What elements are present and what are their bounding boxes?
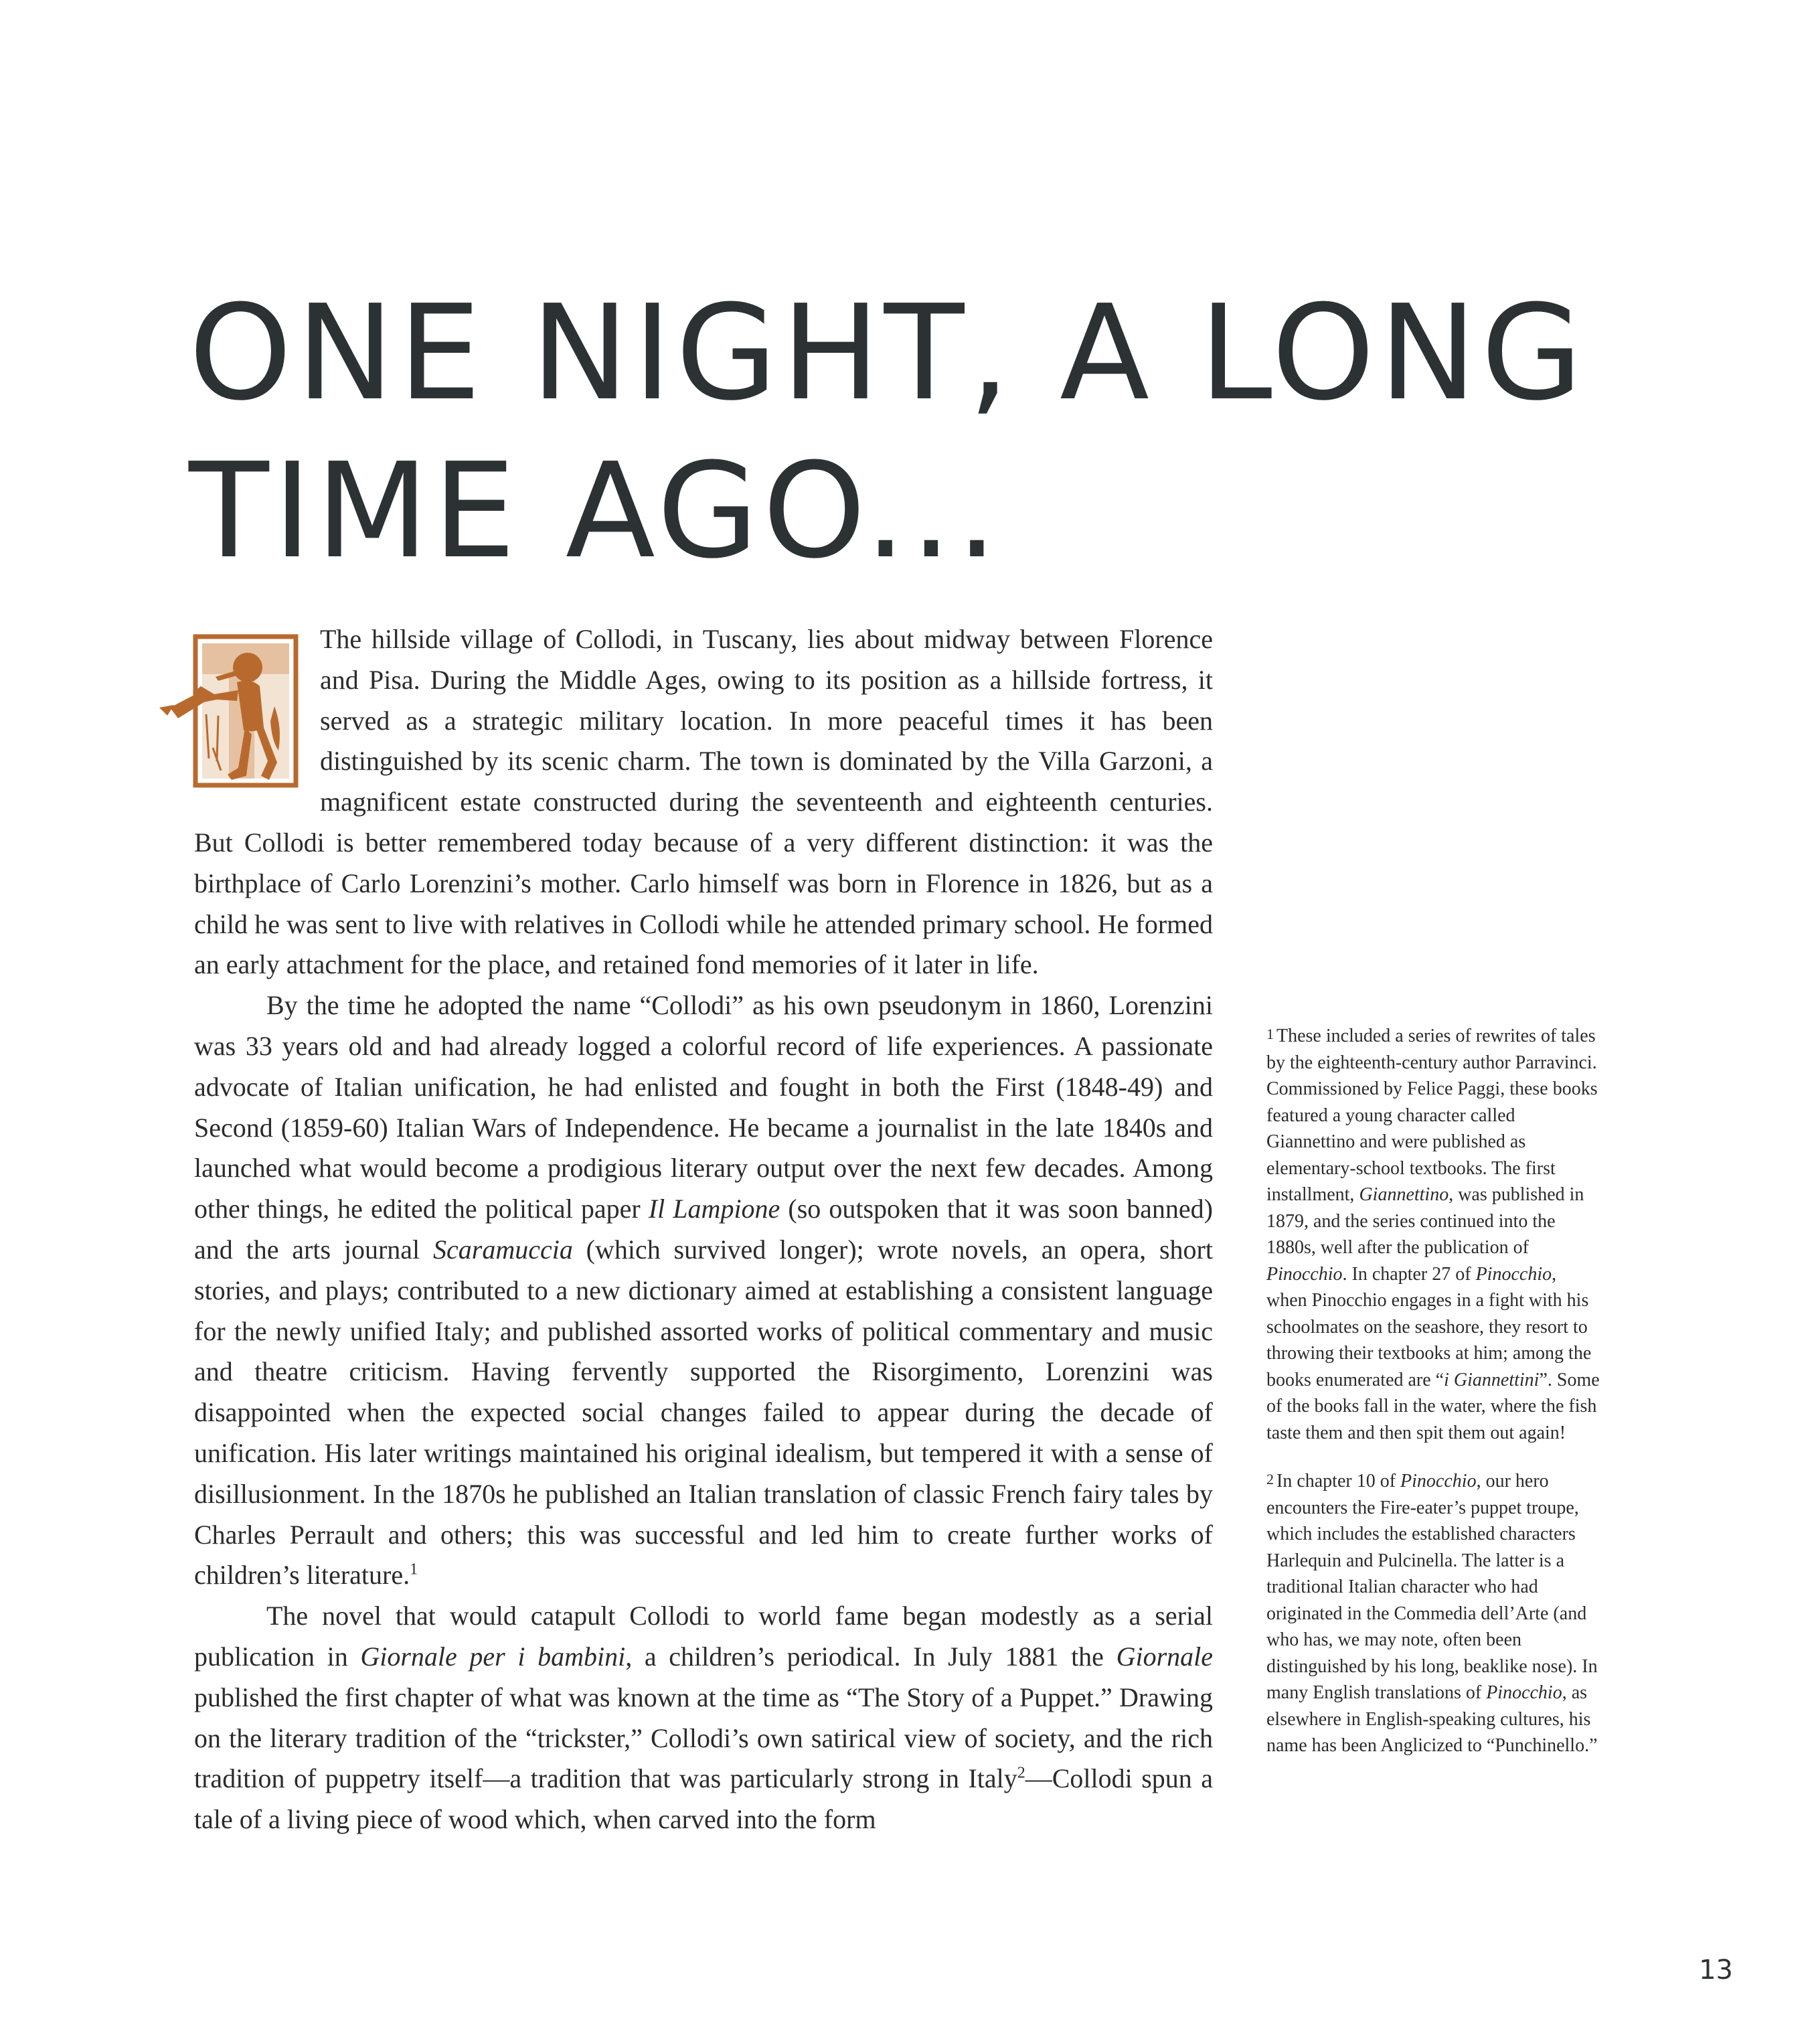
paragraph-2: By the time he adopted the name “Collodi” as his own pseudonym in 1860, Lorenzini was 33 years old and had already logged a colorful record of life experiences. A passionate advocate of Italian unification, he had enlisted and fought in both the First (1848-49) and Second (1859-60) Italian Wars of Independence. He became a journalist in the late 1840s and launched what would become a prodigious literary output over the next few decades. Among other things, he edited the political paper Il Lampione (so outspoken that it was soon banned) and the arts journal Scaramuccia (which survived longer); wrote novels, an opera, short stories, and plays; contributed to a new dictionary aimed at establishing a consistent language for the newly unified Italy; and published assorted works of political commentary and music and theatre criticism. Having fervently supported the Risorgimento, Lorenzini was disappointed when the expected social changes failed to appear during the decade of unification. His later writings maintained his original idealism, but tempered it with a sense of disillusionment. In the 1870s he published an Italian translation of classic French fairy tales by Charles Perrault and others; this was successful and led him to create further works of children’s literature.$^1$: [194, 990, 1213, 1591]
page-number: 13: [1699, 1955, 1733, 1986]
footnote-number: 1: [1266, 1026, 1274, 1042]
footnote-ref-1[interactable]: 1: [410, 1561, 418, 1579]
paragraph-1: The hillside village of Collodi, in Tuscany, lies about midway between Florence and Pisa. During the Middle Ages, owing to its position as a hillside fortress, it served as a strategic military location. In more peaceful times it has been distinguished by its scenic charm. The town is dominated by the Villa Garzoni, a magnificent estate constructed during the seventeenth and eighteenth centuries. But Collodi is better remembered today because of a very different distinction: it was the birthplace of Carlo Lorenzini’s mother. Carlo himself was born in Florence in 1826, but as a child he was sent to live with relatives in Collodi while he attended primary school. He formed an early attachment for the place, and retained fond memories of it later in life.: [194, 624, 1213, 980]
publication-title: Il Lampione: [648, 1194, 780, 1224]
publication-title: Giornale per i bambini: [360, 1641, 626, 1672]
page-title: [189, 274, 1587, 590]
paragraph-3: The novel that would catapult Collodi to world fame began modestly as a serial publication in Giornale per i bambini, a children’s periodical. In July 1881 the Giornale published the first chapter of what was known at the time as “The Story of a Puppet.” Drawing on the literary tradition of the “trickster,” Collodi’s own satirical view of society, and the rich tradition of puppetry itself—a tradition that was particularly strong in Italy$^2$—Collodi spun a tale of a living piece of wood which, when carved into the form: [194, 1601, 1214, 1835]
main-text-column: [194, 619, 1213, 1840]
footnote-number: 2: [1266, 1471, 1274, 1487]
footnote-ref-2[interactable]: 2: [1017, 1764, 1025, 1782]
publication-title: Scaramuccia: [433, 1234, 573, 1265]
drop-cap-illustration: [154, 627, 301, 793]
footnote-2: 2 In chapter 10 of Pinocchio, our hero encounters the Fire-eater’s puppet troupe, which includes the established characters Harlequin and Pulcinella. The latter is a traditional Italian character who had originated in the Commedia dell’Arte (and who has, we may note, often been distinguished by his long, beaklike nose). In many English translations of Pinocchio, as elsewhere in English-speaking cultures, his name has been Anglicized to “Punchinello.”: [1266, 1471, 1598, 1756]
footnotes-column: [1266, 1021, 1601, 1779]
publication-title: Giornale: [1116, 1641, 1214, 1672]
footnote-1: 1 These included a series of rewrites of tales by the eighteenth-century author Parravinci. Commissioned by Felice Paggi, these books featured a young character called Giannettino and were published as elementary-school textbooks. The first installment, Giannettino, was published in 1879, and the series continued into the 1880s, well after the publication of Pinocchio. In chapter 27 of Pinocchio, when Pinocchio engages in a fight with his schoolmates on the seashore, they resort to throwing their textbooks at him; among the books enumerated are “i Giannettini”. Some of the books fall in the water, where the fish taste them and then spit them out again!: [1266, 1026, 1600, 1443]
title-line-1: ONE NIGHT, A LONG: [189, 277, 1587, 430]
title-line-2: TIME AGO...: [189, 435, 1002, 588]
